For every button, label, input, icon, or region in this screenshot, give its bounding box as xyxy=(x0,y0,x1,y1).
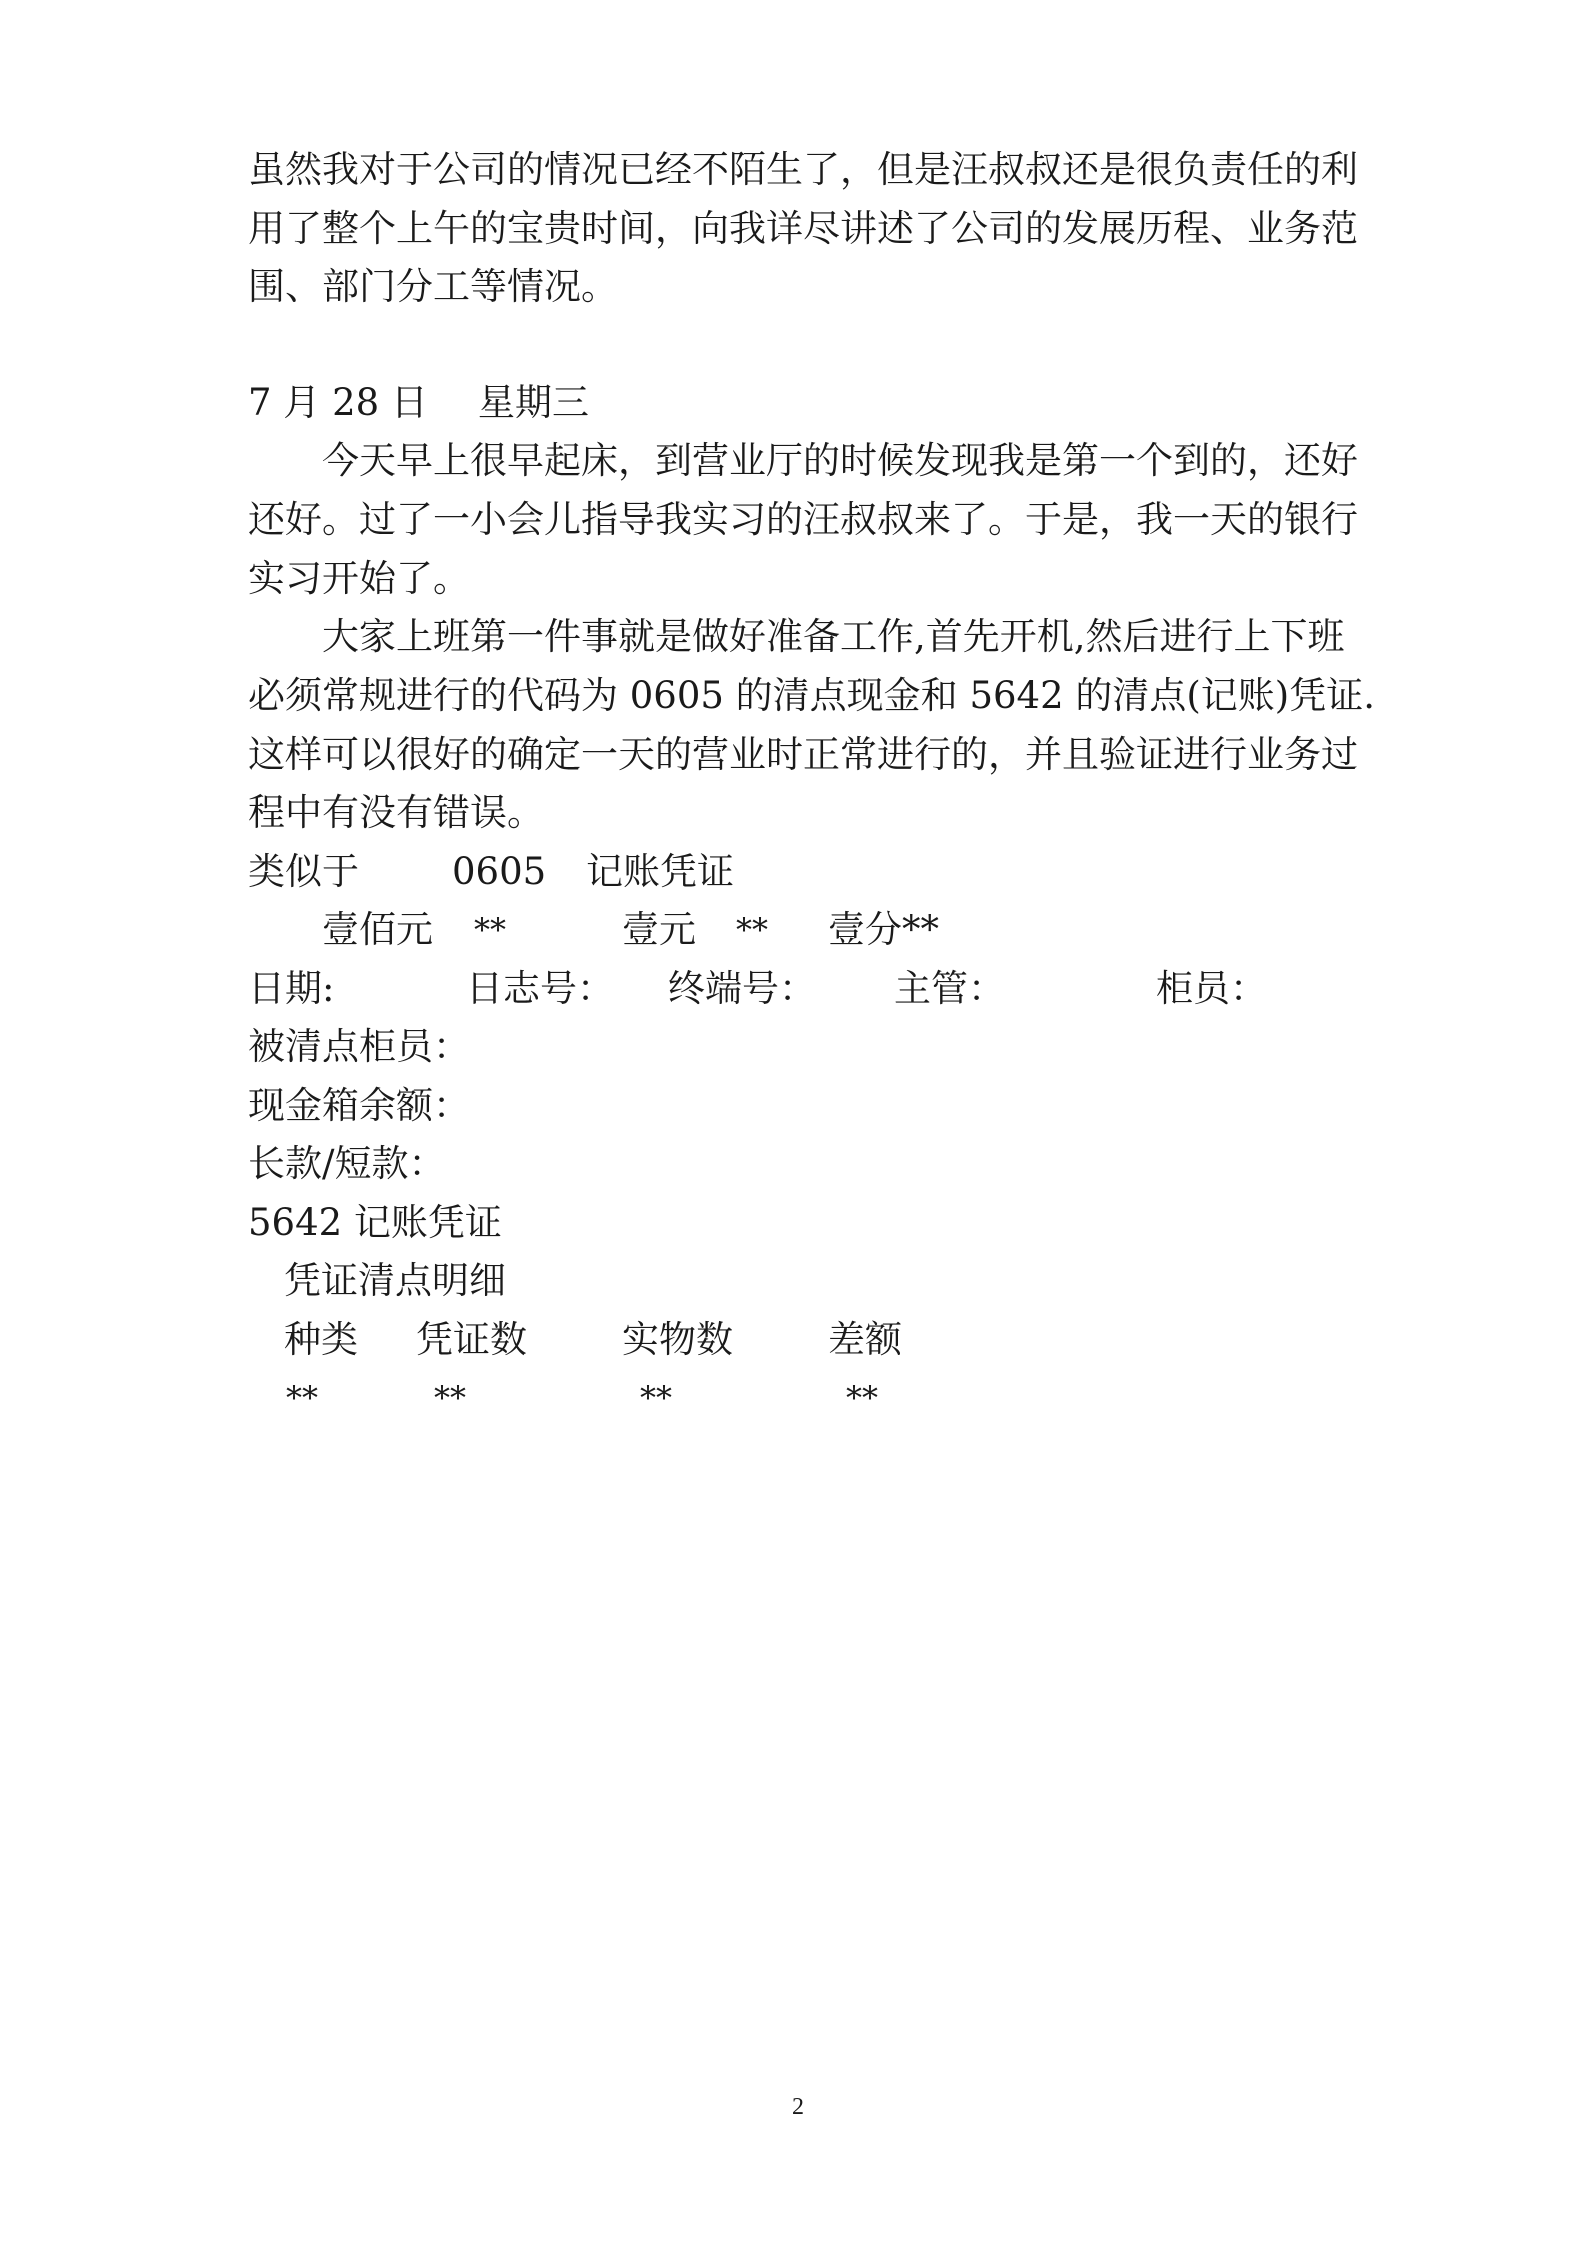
page-number: 2 xyxy=(792,2094,804,2120)
field-counted-teller: 被清点柜员： xyxy=(248,1025,470,1068)
field-date: 日期: xyxy=(248,967,335,1010)
date-heading: 7 月 28 日 xyxy=(248,381,428,424)
column-voucher-count: 凭证数 xyxy=(416,1318,527,1361)
weekday-heading: 星期三 xyxy=(478,381,589,424)
paragraph-line: 实习开始了。 xyxy=(248,557,470,600)
paragraph-line: 程中有没有错误。 xyxy=(248,791,544,834)
paragraph-line: 围、部门分工等情况。 xyxy=(248,265,618,308)
paragraph-line: 这样可以很好的确定一天的营业时正常进行的，并且验证进行业务过 xyxy=(248,733,1358,776)
paragraph-line: 还好。过了一小会儿指导我实习的汪叔叔来了。于是，我一天的银行 xyxy=(248,498,1358,541)
voucher-title: 记账凭证 xyxy=(586,850,734,893)
paragraph-line: 大家上班第一件事就是做好准备工作,首先开机,然后进行上下班 xyxy=(322,615,1345,658)
amount-one-yuan: 壹元 xyxy=(622,908,696,951)
voucher-label: 类似于 xyxy=(248,850,359,893)
voucher-detail-subtitle: 凭证清点明细 xyxy=(284,1259,506,1302)
voucher-code: 0605 xyxy=(452,850,547,893)
field-log-number: 日志号： xyxy=(466,967,614,1010)
amount-mask: ** xyxy=(474,911,506,949)
column-type: 种类 xyxy=(284,1318,358,1361)
field-terminal-number: 终端号： xyxy=(668,967,816,1010)
field-overage-shortage: 长款/短款： xyxy=(248,1142,446,1185)
paragraph-line: 用了整个上午的宝贵时间，向我详尽讲述了公司的发展历程、业务范 xyxy=(248,207,1358,250)
voucher-5642-title: 5642 记账凭证 xyxy=(248,1201,502,1244)
amount-mask: ** xyxy=(736,911,768,949)
field-teller: 柜员： xyxy=(1156,967,1267,1010)
row-value-difference: ** xyxy=(846,1379,878,1417)
paragraph-line: 今天早上很早起床，到营业厅的时候发现我是第一个到的，还好 xyxy=(322,439,1358,482)
amount-one-fen: 壹分** xyxy=(828,908,939,951)
row-value-type: ** xyxy=(286,1379,318,1417)
paragraph-line: 必须常规进行的代码为 0605 的清点现金和 5642 的清点(记账)凭证. xyxy=(248,674,1375,717)
paragraph-line: 虽然我对于公司的情况已经不陌生了，但是汪叔叔还是很负责任的利 xyxy=(248,148,1358,191)
column-physical-count: 实物数 xyxy=(622,1318,733,1361)
amount-hundred-yuan: 壹佰元 xyxy=(322,908,433,951)
field-cashbox-balance: 现金箱余额： xyxy=(248,1084,470,1127)
row-value-physical-count: ** xyxy=(640,1379,672,1417)
field-supervisor: 主管： xyxy=(894,967,1005,1010)
column-difference: 差额 xyxy=(828,1318,902,1361)
row-value-voucher-count: ** xyxy=(434,1379,466,1417)
